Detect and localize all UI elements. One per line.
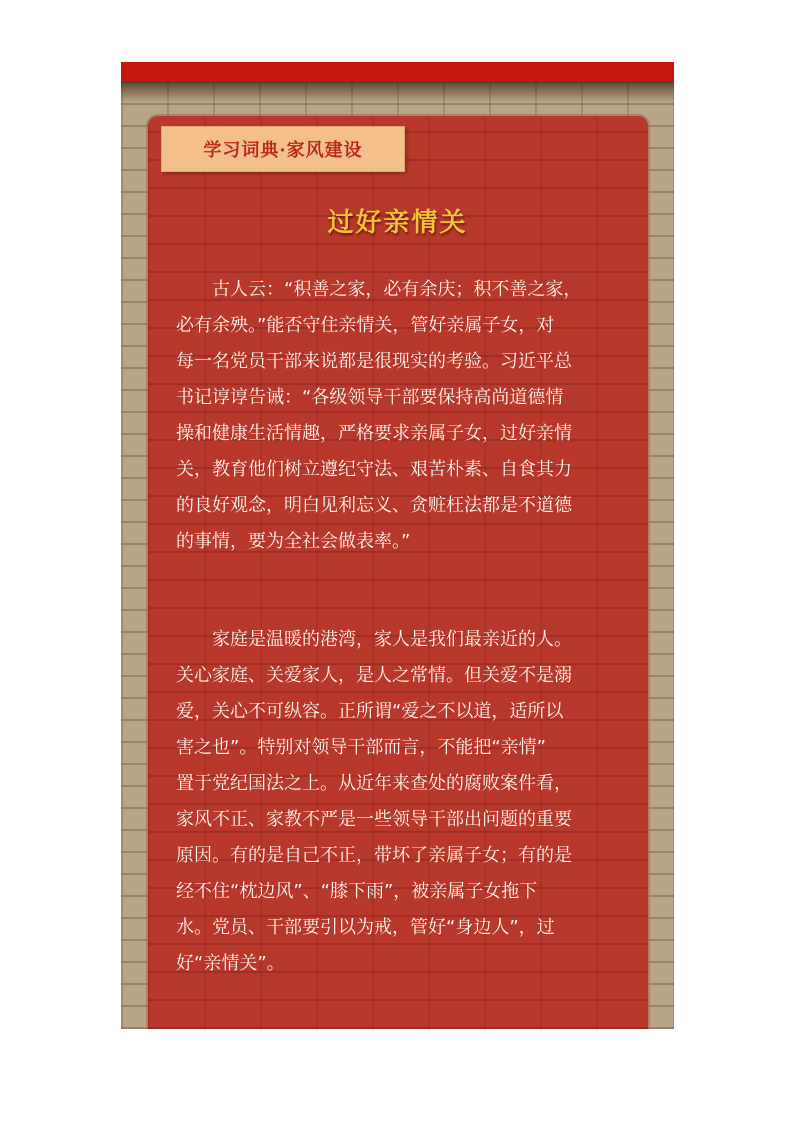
text-line: 家庭是温暖的港湾，家人是我们最亲近的人。: [176, 629, 572, 650]
text-line: 的事情，要为全社会做表率。”: [176, 531, 411, 552]
text-line: 原因。有的是自己不正，带坏了亲属子女；有的是: [176, 845, 572, 866]
text-line: 书记谆谆告诫：“各级领导干部要保持高尚道德情: [176, 387, 564, 408]
text-line: 关，教育他们树立遵纪守法、艰苦朴素、自食其力: [176, 459, 572, 480]
text-line: 害之也”。特别对领导干部而言，不能把“亲情”: [176, 737, 546, 758]
paragraph-2: [176, 622, 636, 982]
roof-shadow: [121, 82, 674, 102]
section-tag: [161, 126, 405, 172]
text-line: 操和健康生活情趣，严格要求亲属子女，过好亲情: [176, 423, 572, 444]
text-line: 古人云：“积善之家，必有余庆；积不善之家，: [176, 279, 582, 300]
text-line: 好“亲情关”。: [176, 953, 285, 974]
top-red-band: [121, 62, 674, 82]
text-line: 爱，关心不可纵容。正所谓“爱之不以道，适所以: [176, 701, 564, 722]
text-line: 家风不正、家教不严是一些领导干部出问题的重要: [176, 809, 572, 830]
text-line: 经不住“枕边风”、“膝下雨”，被亲属子女拖下: [176, 881, 538, 902]
page-title: 过好亲情关: [327, 208, 468, 238]
text-line: 必有余殃。”能否守住亲情关，管好亲属子女，对: [176, 315, 555, 336]
section-tag-label: 学习词典·家风建设: [203, 140, 363, 161]
text-line: 关心家庭、关爱家人，是人之常情。但关爱不是溺: [176, 665, 572, 686]
poster: [121, 62, 674, 1029]
paragraph-1: [176, 272, 636, 560]
text-line: 的良好观念，明白见利忘义、贪赃枉法都是不道德: [176, 495, 572, 516]
text-line: 水。党员、干部要引以为戒，管好“身边人”，过: [176, 917, 555, 938]
text-line: 置于党纪国法之上。从近年来查处的腐败案件看，: [176, 773, 572, 794]
text-line: 每一名党员干部来说都是很现实的考验。习近平总: [176, 351, 572, 372]
